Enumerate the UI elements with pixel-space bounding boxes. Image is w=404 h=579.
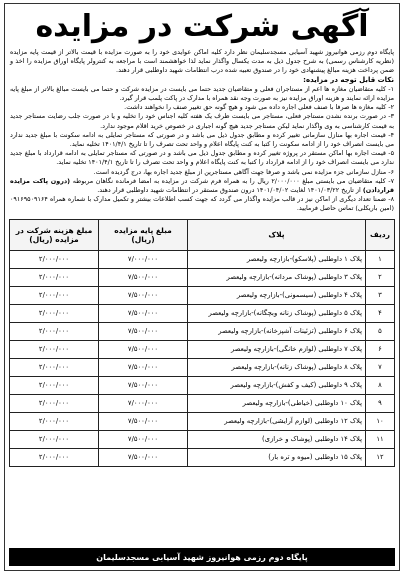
cell-item: پلاک ۳ داوطلبی (پوشاک مردانه)-بازارچه ولیعصر [188, 268, 366, 286]
header-fee: مبلغ هزینه شرکت در مزایده (ریال) [10, 219, 99, 250]
header-row-number: ردیف [366, 219, 395, 250]
cell-item: پلاک ۱ داوطلبی (پلاسکو)-بازارچه ولیعصر [188, 250, 366, 268]
cell-number: ۹ [366, 394, 395, 412]
cell-number: ۱ [366, 250, 395, 268]
cell-fee: ۲/۰۰۰/۰۰۰ [10, 412, 99, 430]
note-4: ۴- قیمت اجاره بها منازل سازمانی تغییر کرده و مطابق جدول ذیل می باشد و در صورتی که مستاجر تمایلی به ادامه سکونت با مبلغ جدید ندارد می بایست انصراف خود را از ادامه سکونت را کتبا به کنت پایگاه اعلام و واحد تحت تصرف را تا تاریخ ۱۴۰۱/۴/۱ تخلیه نماید. [10, 130, 394, 149]
auction-notice [4, 3, 400, 571]
cell-item: پلاک ۱۲ داوطلبی (لوازم آرایشی)-بازارچه ولیعصر [188, 412, 366, 430]
cell-fee: ۲/۰۰۰/۰۰۰ [10, 250, 99, 268]
header-item: پلاک [188, 219, 366, 250]
cell-item: پلاک ۶ داوطلبی (تزئینات آشپزخانه)-بازارچه ولیعصر [188, 322, 366, 340]
cell-item: پلاک ۱۵ داوطلبی (میوه و تره بار) [188, 448, 366, 466]
cell-number: ۱۰ [366, 412, 395, 430]
cell-fee: ۲/۰۰۰/۰۰۰ [10, 448, 99, 466]
table-row [10, 412, 395, 430]
notes-heading: نکات قابل توجه در مزایده: [303, 75, 394, 84]
cell-fee: ۲/۰۰۰/۰۰۰ [10, 322, 99, 340]
cell-fee: ۲/۰۰۰/۰۰۰ [10, 376, 99, 394]
cell-base-price: ۷/۵۰۰/۰۰۰ [99, 430, 188, 448]
cell-fee: ۲/۰۰۰/۰۰۰ [10, 430, 99, 448]
table-header-row [10, 219, 395, 250]
cell-number: ۳ [366, 286, 395, 304]
cell-base-price: ۷/۵۰۰/۰۰۰ [99, 268, 188, 286]
table-row [10, 322, 395, 340]
table-body [10, 250, 395, 466]
note-8: ۸- ضمنا تعداد دیگری از اماکن نیز در قالب مزایده واگذار می گردد که جهت کسب اطلاعات بیشتر و تکمیل مدارک با شماره همراه ۰۹۱۶۹۵۰۹۱۶۴ (امین باریکلی) تماس حاصل فرمایید. [10, 195, 394, 213]
cell-item: پلاک ۹ داوطلبی (کیف و کفش)-بازارچه ولیعصر [188, 376, 366, 394]
cell-fee: ۲/۰۰۰/۰۰۰ [10, 268, 99, 286]
cell-base-price: ۷/۵۰۰/۰۰۰ [99, 340, 188, 358]
cell-base-price: ۷/۵۰۰/۰۰۰ [99, 322, 188, 340]
cell-fee: ۲/۰۰۰/۰۰۰ [10, 358, 99, 376]
header-base-price: مبلغ پایه مزایده (ریال) [99, 219, 188, 250]
cell-item: پلاک ۱۴ داوطلبی (پوشاک و خرازی) [188, 430, 366, 448]
cell-number: ۵ [366, 322, 395, 340]
note-7-tail: از تاریخ ۱۴۰۱/۰۳/۲۲ لغایت ۱۴۰۱/۰۴/۰۲ درون صندوق مستقر در انتظامات شهید داوطلبی قرار دهند. [97, 186, 361, 195]
cell-fee: ۲/۰۰۰/۰۰۰ [10, 304, 99, 322]
table-row [10, 340, 395, 358]
cell-base-price: ۷/۵۰۰/۰۰۰ [99, 286, 188, 304]
cell-item: پلاک ۸ داوطلبی (پوشاک زنانه)-بازارچه ولیعصر [188, 358, 366, 376]
cell-base-price: ۷/۵۰۰/۰۰۰ [99, 358, 188, 376]
cell-fee: ۲/۰۰۰/۰۰۰ [10, 286, 99, 304]
cell-base-price: ۷/۵۰۰/۰۰۰ [99, 412, 188, 430]
footer-banner: پایگاه دوم رزمی هوانیروز شهید آسیابی مسجدسلیمان [9, 548, 395, 566]
intro-paragraph: پایگاه دوم رزمی هوانیروز شهید آسیابی مسجدسلیمان نظر دارد کلیه اماکن عوایدی خود را به صورت مزایده با قیمت بالاتر از قیمت پایه مزایده (نظریه کارشناس رسمی) به شرح جدول ذیل به مدت یکسال واگذار نماید لذا خواهشمند است با مراجعه به کنترولر پایگاه اوراق مزایده را اخذ و ضمن پرداخت هزینه مبالغ پیشنهادی خود را در صندوق تعبیه شده درب انتظامات شهید داوطلبی قرار دهند. [10, 48, 394, 75]
cell-number: ۱۱ [366, 430, 395, 448]
table-row [10, 268, 395, 286]
notice-body [5, 48, 399, 214]
cell-base-price: ۷/۵۰۰/۰۰۰ [99, 448, 188, 466]
cell-item: پلاک ۵ داوطلبی (پوشاک زنانه وبچگانه)-بازارچه ولیعصر [188, 304, 366, 322]
cell-base-price: ۷/۵۰۰/۰۰۰ [99, 376, 188, 394]
note-7-bold: (درون پاکت مزایده قراردادن) [10, 176, 394, 195]
cell-number: ۲ [366, 268, 395, 286]
note-1: ۱- کلیه متقاضیان مغازه ها اعم از مستاجران فعلی و متقاضیان جدید حتما می بایست در مزایده شرکت و حتما می بایست مبالغ بالاتر از مبلغ پایه مزایده ارائه نمایند و هزینه اوراق مزایده نیز به صورت وجه نقد همراه با مدارک در پاکت پلمب قرار گیرد. [10, 84, 394, 103]
auction-table [9, 219, 395, 467]
note-7-text: ۷- کلیه متقاضیان می بایستی مبلغ ۲/۰۰۰/۰۰۰ ریال را به همراه فرم شرکت در مزایده به امضا فرمانده نگاهان مربوطه [72, 176, 394, 185]
cell-item: پلاک ۷ داوطلبی (لوازم خانگی)-بازارچه ولیعصر [188, 340, 366, 358]
table-row [10, 250, 395, 268]
cell-number: ۴ [366, 304, 395, 322]
table-row [10, 286, 395, 304]
table-row [10, 358, 395, 376]
note-3: ۳- در صورت برنده نشدن مستاجر فعلی، مستاجر می بایست ظرف یک هفته کلیه اجناس خود را تخلیه و یا در صورت جلب رضایت مستاجر جدید به قیمت کارشناسی به وی واگذار نماید لیکن مستاجر جدید هیچ گونه اجباری در خصوص خرید اقلام موجود ندارد. [10, 112, 394, 130]
cell-base-price: ۷/۵۰۰/۰۰۰ [99, 304, 188, 322]
cell-number: ۸ [366, 376, 395, 394]
cell-number: ۷ [366, 358, 395, 376]
table-row [10, 448, 395, 466]
table-row [10, 394, 395, 412]
cell-item: پلاک ۴ داوطلبی (سیسمونی)-بازارچه ولیعصر [188, 286, 366, 304]
notice-title: آگهی شرکت در مزایده [35, 8, 369, 44]
note-6: ۶- منازل سازمانی جزء مزایده نمی باشد و صرفا جهت آگاهی مستاجرین از مبلغ جدید اجاره بها، درج گردیده است. [93, 167, 394, 176]
cell-base-price: ۷/۰۰۰/۰۰۰ [99, 250, 188, 268]
note-2: ۲- کلیه مغازه ها صرفا با صنف فعلی اجاره داده می شود و هیچ گونه حق تغییر صنف را نخواهند داشت. [124, 103, 394, 112]
cell-item: پلاک ۱۰ داوطلبی (خیاطی)-بازارچه ولیعصر [188, 394, 366, 412]
cell-fee: ۲/۰۰۰/۰۰۰ [10, 340, 99, 358]
note-5: ۵- قیمت اجاره بها اماکن مستقر در پروژه تغییر کرده و مطابق جدول ذیل می باشد و در صورتی که مستاجر تمایلی به ادامه قرارداد با مبلغ جدید ندارد می بایست انصراف خود را از ادامه قرارداد را کتبا به کنت پایگاه اعلام و واحد تحت تصرف را تا تاریخ ۱۴۰۱/۴/۱ تخلیه نماید. [10, 149, 394, 167]
cell-number: ۱۲ [366, 448, 395, 466]
table-row [10, 430, 395, 448]
table-row [10, 304, 395, 322]
cell-number: ۶ [366, 340, 395, 358]
cell-fee: ۲/۰۰۰/۰۰۰ [10, 394, 99, 412]
note-7 [10, 177, 394, 195]
cell-base-price: ۷/۰۰۰/۰۰۰ [99, 394, 188, 412]
table-row [10, 376, 395, 394]
